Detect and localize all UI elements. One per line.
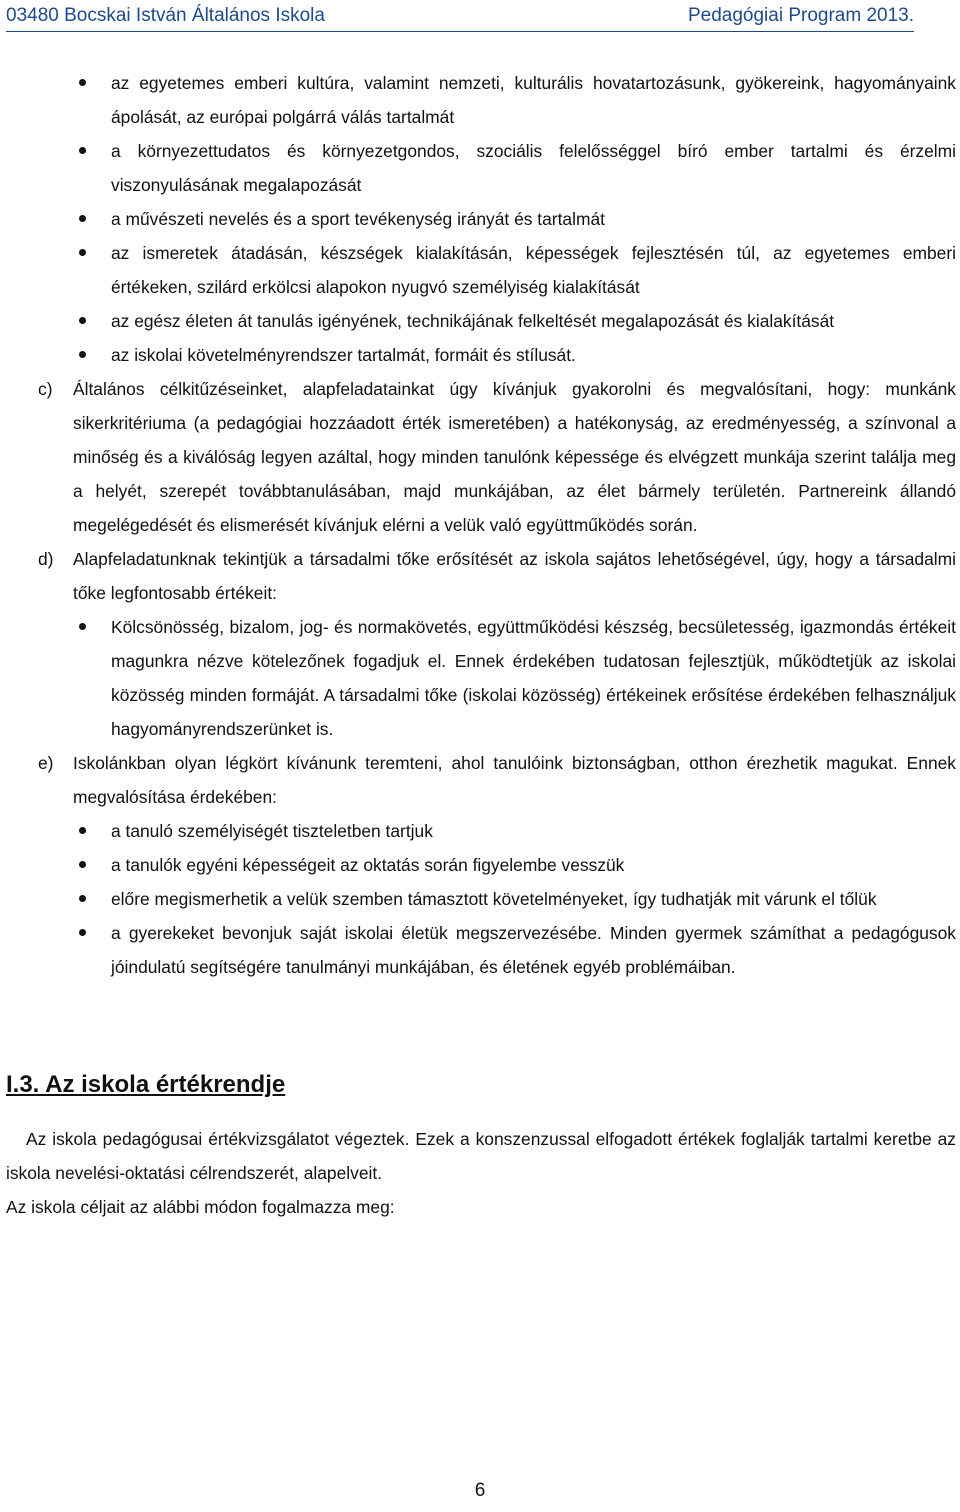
section-paragraph: Az iskola céljait az alábbi módon fogalmazza meg: (6, 1197, 395, 1217)
list-item: a művészeti nevelés és a sport tevékenység irányát és tartalmát (6, 202, 956, 236)
enum-marker: c) (38, 379, 53, 399)
page-header (6, 2, 914, 30)
header-school-name: 03480 Bocskai István Általános Iskola (6, 5, 325, 26)
enum-text: Alapfeladatunknak tekintjük a társadalmi tőke erősítését az iskola sajátos lehetőségével, úgy, hogy a társadalmi tőke legfontosabb értékeit: (73, 549, 956, 603)
enum-marker: d) (38, 549, 54, 569)
enum-text: Általános célkitűzéseinket, alapfeladatainkat úgy kívánjuk gyakorolni és megvalósítani, hogy: munkánk sikerkritériuma (a pedagógiai hozzáadott érték ismeretében) a hatékonyság, az eredményesség, a színvonal a minőség és a kiválóság legyen azáltal, hogy minden tanulónk képessége és elvégzett munkája szerint találja meg a helyét, szerepét továbbtanulásában, majd munkájában, az élet bármely területén. Partnereink állandó megelégedését és elismerését kívánjuk elérni a velük való együttműködés során. (73, 379, 956, 535)
list-item: a tanuló személyiségét tiszteletben tartjuk (6, 814, 956, 848)
header-program-title: Pedagógiai Program 2013. (687, 5, 914, 26)
list-item: Kölcsönösség, bizalom, jog- és normakövetés, együttműködési készség, becsületesség, igazmondás értékeit magunkra nézve kötelezőnek fogadjuk el. Ennek érdekében tudatosan fejlesztjük, működtetjük az iskolai közösség minden formáját. A társadalmi tőke (iskolai közösség) értékeinek erősítése érdekében felhasználjuk hagyományrendszerünket is. (6, 610, 956, 746)
page-number: 6 (474, 1480, 486, 1501)
list-item: az iskolai követelményrendszer tartalmát, formáit és stílusát. (6, 338, 956, 372)
enum-text: Iskolánkban olyan légkört kívánunk teremteni, ahol tanulóink biztonságban, otthon érezhetik magukat. Ennek megvalósítása érdekében: (73, 753, 956, 807)
social-capital-bullet-list (6, 610, 956, 746)
list-item: előre megismerhetik a velük szemben támasztott követelményeket, így tudhatják mit várunk el tőlük (6, 882, 956, 916)
enum-item-d (6, 542, 956, 610)
list-item: a gyerekeket bevonjuk saját iskolai életük megszervezésébe. Minden gyermek számíthat a pedagógusok jóindulatú segítségére tanulmányi munkájában, és életének egyéb problémáiban. (6, 916, 956, 984)
top-bullet-list (6, 66, 956, 372)
list-item: az egész életen át tanulás igényének, technikájának felkeltését megalapozását és kialakítását (6, 304, 956, 338)
school-climate-bullet-list (6, 814, 956, 984)
section-paragraph: Az iskola pedagógusai értékvizsgálatot végeztek. Ezek a konszenzussal elfogadott értékek foglalják tartalmi keretbe az iskola nevelési-oktatási célrendszerét, alapelveit. (6, 1129, 956, 1183)
enum-item-e (6, 746, 956, 814)
list-item: az ismeretek átadásán, készségek kialakításán, képességek fejlesztésén túl, az egyetemes emberi értékeken, szilárd erkölcsi alapokon nyugvó személyiség kialakítását (6, 236, 956, 304)
enum-marker: e) (38, 753, 54, 773)
list-item: a tanulók egyéni képességeit az oktatás során figyelembe vesszük (6, 848, 956, 882)
enum-item-c (6, 372, 956, 542)
list-item: az egyetemes emberi kultúra, valamint nemzeti, kulturális hovatartozásunk, gyökereink, hagyományaink ápolását, az európai polgárrá válás tartalmát (6, 66, 956, 134)
section-heading: I.3. Az iskola értékrendje (6, 1071, 286, 1098)
page-body (6, 66, 956, 1224)
header-divider (6, 31, 914, 32)
list-item: a környezettudatos és környezetgondos, szociális felelősséggel bíró ember tartalmi és érzelmi viszonyulásának megalapozását (6, 134, 956, 202)
